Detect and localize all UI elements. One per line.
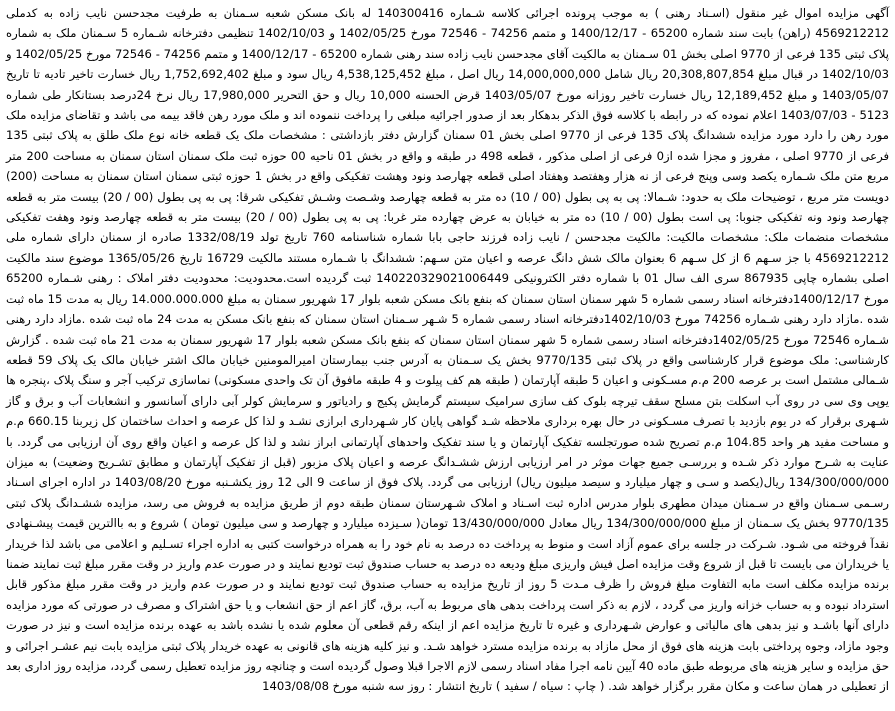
auction-notice-text: آگهی مزایده اموال غیر منقول (اسـناد رهنی ) به موجب پرونده اجرائی کلاسه شـماره 140300416 له بانک مسکن شعبه سـمنان به طرفیت مجدحسن نایب زاده به کدملی 4569212212 (راهن) بابت سند شماره 65200 - 1400/12/17 و متمم 74256 - 72546 مورخ 1402/05/25 و 1402/10/03 تنظیمی دفترخانه شـماره 5 سـمنان ملک به شماره پلاک ثبتی 135 فرعی از 9770 اصلی بخش 01 سـمنان به مالکیت آقای مجدحسن نایب زاده سند رهنی شماره 65200 - 1400/12/17 و متمم 74256 - 72546 مورخ 1402/05/25 و 1402/10/03 در قبال مبلغ 20,308,807,854 ریال شامل 14,000,000,000 ریال اصل ، مبلغ 4,538,125,452 ریال سود و مبلغ 1,752,692,402 ریال خسارت تاخیر تادیه تا تاریخ 1403/05/07 و مبلغ 12,189,452 ریال خسارت تاخیر روزانه مورخ 1403/05/07 قرض الحسنه 10,000 ریال و حق التحریر 17,980,000 ریال نرخ 24درصد بستانکار طی شماره 5123 - 1403/07/03 اعلام نموده که در رابطه با کلاسه فوق الذکر بدهکار بعد از صدور اجرائیه مبلغی را پرداخت ننموده اند و ملک مورد رهن فاقد بیمه می باشد و تقاضای مزایده ملک مورد رهن را دارد مورد مزایده ششدانگ پلاک 135 فرعی از 9770 اصلی بخش 01 سمنان گزارش دفتر بازداشتی : مشخصات ملک یک قطعه خانه نوع ملک طلق به پلاک ثبتی 135 فرعی از 9770 اصلی ، مفروز و مجزا شده از0 فرعی از اصلی مذکور ، قطعه 498 در طبقه و واقع در بخش 01 ناحیه 00 حوزه ثبت ملک سمنان استان سمنان به مساحت 200 متر مربع متن ملک شـماره یکصد وسی وپنج فرعی از نه هزار وهفتصد وهفتاد اصلی قطعه چهارصد ونود وهشت تفکیکی واقع در بخش 1 حوزه ثبتی سمنان استان سمنان به مساحت (200) دویست متر مربع ، توضیحات ملک به حدود: شـمالا: پی به پی بطول (00 / 10) ده متر به قطعه چهارصد وشـصت وشـش تفکیکی شرقا: پی به پی بطول (00 / 20) بیست متر به قطعه چهارصد ونود ونه تفکیکی جنوبا: پی است بطول (00 / 10) ده متر به خیابان به عرض چهارده متر غربا: پی به پی بطول (00 / 20) بیست متر به قطعه چهارصد ونود وهفت تفکیکی مشخصات منضمات ملک: مشخصات مالکیت: مالکیت مجدحسن / نایب زاده فرزند حاجی بابا شماره شناسنامه 760 تاریخ تولد 1332/08/19 صادره از سمنان دارای شماره ملی 4569212212 با جز سـهم 6 از کل سـهم 6 بعنوان مالک شش دانگ عرصه و اعیان متن سـهم: ششدانگ با شـماره مستند مالکیت 16729 تاریخ 1365/05/26 موضوع سند مالکیت اصلی بشماره چاپی 867935 سری الف سال 01 با شماره دفتر الکترونیکی 140220329021006449 ثبت گردیده است.محدودیت: محدودیت دفتر املاک : رهنی شـماره 65200 مورخ 1400/12/17دفترخانه اسناد رسمی شماره 5 شهر سمنان استان سمنان که بنفع بانک مسکن شعبه بلوار 17 شهریور سمنان به مبلغ 14.000.000.000 ریال به مدت 15 ماه ثبت شده .مازاد دارد رهنی شـماره 74256 مورخ 1402/10/03دفترخانه اسناد رسمی شماره 5 شـهر سـمنان استان سمنان که بنفع بانک مسکن به مدت 24 ماه ثبت شده .مازاد دارد رهنی شـماره 72546 مورخ 1402/05/25دفترخانه اسناد رسمی شماره 5 شهر سمنان استان سمنان که بنفع بانک مسکن شعبه بلوار 17 شهریور سمنان به مدت 21 ماه ثبت شده . گزارش کارشناسی: ملک موضوع قرار کارشناسی واقع در پلاک ثبتی 9770/135 بخش یک سـمنان به آدرس جنب بیمارستان امیرالمومنین خیابان مالک اشتر خیابان مالک یک پلاک 59 قطعه شـمالی مشتمل است بر عرصه 200 م.م مسـکونی و اعیان 5 طبقه آپارتمان ( طبقه هم کف پیلوت و 4 طبقه مافوق آن تک واحدی مسکونی) نماسازی ترکیب آجر و سنگ پلاک ،پنجره ها یوپی وی سی در روی آب اسکلت بتن مسلح سقف تیرچه بلوک کف سازی سرامیک سیستم گرمایش پکیج و رادیاتور و سرمایش کولر آبی دارای آسانسور و انشعابات آب و برق و گاز شـهری برقرار که در یوم بازدید با تصرف مسـکونی در حال بهره برداری ملاحظه شـد گواهی پایان کار شـهرداری ابرازی نشـد و لذا کل عرصه و احداث ساختمان کل زیربنا 660.15 م.م و مساحت مفید هر واحد 104.85 م.م تصریح شده صورتجلسه تفکیک آپارتمان و یا سند تفکیک واحدهای آپارتمانی ابراز نشد و لذا کل عرصه و اعیان واقع روی آن ارزیابی می گردد. با عنایت به شـرح موارد ذکر شـده و بررسـی جمیع جهات موثر در امر ارزیابی ارزش ششـدانگ عرصه و اعیان پلاک مزبور (قبل از تفکیک آپارتمان و مطابق تشـریح وضعیت) به میزان 134/300/000/000 ریال(یکصد و سـی و چهار میلیارد و سیصد میلیون ریال) ارزیابی می گردد. پلاک فوق از ساعت 9 الی 12 روز یکشـنبه مورخ 1403/08/20 در اداره اجرای اسـناد رسـمی سـمنان واقع در سـمنان میدان مطهری بلوار مدرس اداره ثبت اسـناد و املاک شـهرستان سمنان طبقه دوم از طریق مزایده به فروش می رسد، مزایده ششـدانگ پلاک ثبتی 9770/135 بخش یک سـمنان از مبلغ 134/300/000/000 ریال معادل 13/430/000/000 تومان( سـیزده میلیارد و چهارصد و سی میلیون تومان ) شروع و به باالترین قیمت پیشـنهادی نقدآ فروخته می شـود. شـرکت در جلسه برای عموم آزاد است و منوط به پرداخت ده درصد به نام خود را به همراه درخواست کتبی به اداره اجراء تسـلیم و اعلامی می باشد لذا خریدار یا خریداران می بایست تا قبل از شروع وقت مزایده اصل فیش واریزی مبلغ ودیعه ده درصد به حساب صندوق ثبت تودیع نمایند و در صورت عدم واریز در وقت مقرر مبلغ ثبت نمایند ضمنا برنده مزایده مکلف است مابه التفاوت مبلغ فروش را ظرف مـدت 5 روز از تاریخ مزایده به حساب صندوق ثبت تودیع نمایند و در صورت عدم واریز در وقت مقرر مبلغ مذکور قابل استرداد نبوده و به حساب خزانه واریز می گردد ، لازم به ذکر است پرداخت بدهی های مربوط به آب، برق، گاز اعم از حق انشعاب و یا حق اشتراک و مصرف در صورتی که مورد مزایده دارای آنها باشـد و نیز بدهی های مالیاتی و عوارض شـهرداری و غیره تا تاریخ مزایده اعم از اینکه رقم قطعی آن معلوم شده یا نشده باشد به عهده برنده مزایده است و نیز در صورت وجود مازاد، وجوه پرداختی بابت هزینه های فوق از محل مازاد به برنده مزایده مسترد خواهد شـد. و نیز کلیه هزینه های قانونی به عهده خریدار پلاک ثبتی مزایده بابت نیم عشـر اجرائی و حق مزایده و سایر هزینه های مربوطه طبق ماده 40 آیین نامه اجرا مفاد اسناد رسمی لازم الاجرا قبلا وصول گردیده است و چنانچه روز مزایده تعطیل رسمی گردد، مزایده روز اداری بعد از تعطیلی در همان ساعت و مکان مقرر برگزار خواهد شد. ( چاپ : سیاه / سفید ) تاریخ انتشار : روز سه شنبه مورخ 1403/08/08: [6, 6, 890, 694]
